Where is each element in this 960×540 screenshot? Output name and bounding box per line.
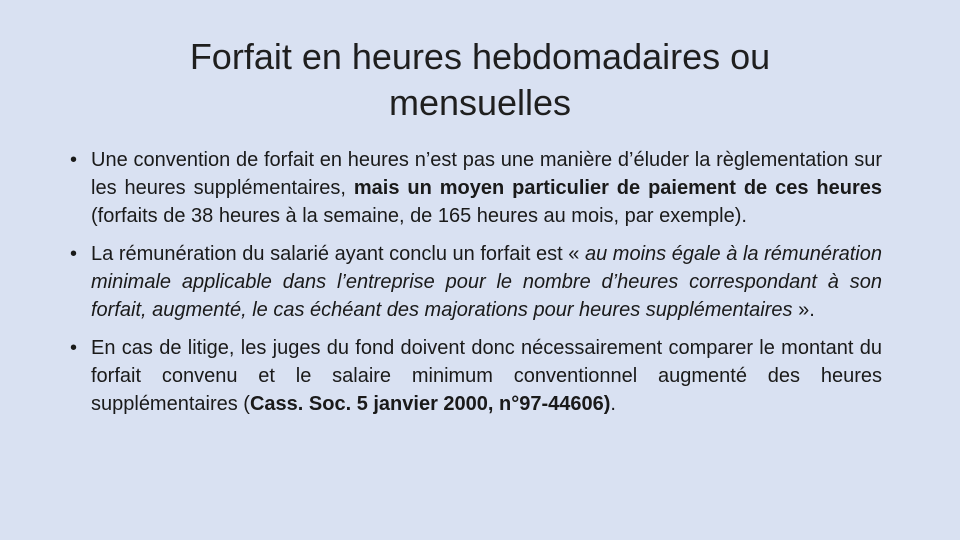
bullet-dot-icon: • — [70, 243, 78, 265]
bullet-text: En cas de litige, les juges du fond doivent donc nécessairement comparer le montant du forfait convenu et le salaire minimum conventionnel augmenté des heures supplémentaires ( — [91, 337, 882, 415]
bullet-text: . — [610, 393, 616, 415]
bullet-text: Une convention de forfait en heures n’est pas une manière d’éluder la règlementation sur les heures supplémentaires, — [91, 149, 882, 199]
bullet-item-convention — [70, 146, 882, 230]
bullet-text-bold: mais un moyen particulier de paiement de ces heures — [353, 177, 882, 199]
bullet-item-remuneration — [70, 240, 882, 324]
bullet-text-bold-citation: Cass. Soc. 5 janvier 2000, n°97-44606) — [249, 393, 611, 415]
bullet-dot-icon: • — [70, 337, 78, 359]
bullet-item-litige — [70, 334, 882, 418]
bullet-text: La rémunération du salarié ayant conclu un forfait est « — [91, 243, 585, 265]
bullet-dot-icon: • — [70, 149, 78, 171]
bullet-text: (forfaits de 38 heures à la semaine, de 165 heures au mois, par exemple). — [91, 205, 747, 227]
bullet-list — [70, 146, 882, 428]
bullet-text-italic-quote: au moins égale à la rémunération minimale applicable dans l’entreprise pour le nombre d’heures correspondant à son forfait, augmenté, le cas échéant des majorations pour heures supplémentaires — [91, 243, 882, 321]
slide-title: Forfait en heures hebdomadaires ou mensuelles — [189, 36, 771, 123]
bullet-text: ». — [792, 299, 815, 321]
